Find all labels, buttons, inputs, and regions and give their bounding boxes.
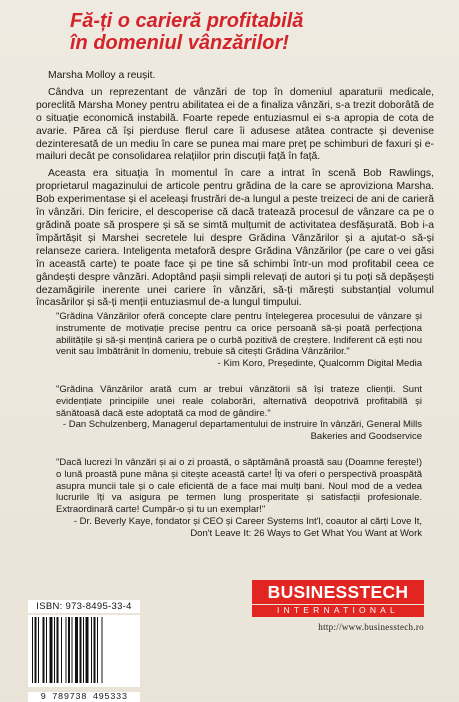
- publisher-logo: BUSINESSTECH: [252, 580, 424, 604]
- quote-text: "Grădina Vânzărilor oferă concepte clare pentru înțelegerea procesului de vânzare și instrumente de motivație precise pentru ca orice persoană să-și poată perfecționa abilitățile și să-și mențină cariera pe o curbă pozitivă de creștere. Indiferent că ești nou venit sau îmbătrânit în domeniu, trebuie să citești Grădina Vânzărilor.": [56, 311, 422, 358]
- endorsements: [56, 311, 422, 554]
- barcode-block: [28, 600, 140, 702]
- intro-paragraph: Aceasta era situația în momentul în care a intrat în scenă Bob Rawlings, proprietarul magazinului de articole pentru grădina de la care se aproviziona Marsha. Bob experimentase și el aceleași frustrări de-a lungul a peste treizeci de ani de carieră în vânzări. Din fericire, el descoperise că dacă tratează procesul de vânzare ca pe o grădină poate să prospere și să se simtă mulțumit de activitatea desfășurată. Bob i-a împărtășit și Marshei secretele lui despre Grădina Vânzărilor și a ajutat-o să-și relanseze cariera. Inteligenta metaforă despre Grădina Vânzărilor (pe care o vei găsi în această carte) te poate face și pe tine să schimbi într-un mod profitabil ceea ce gândești despre vânzări. Adoptând pașii simpli relevați de autori și tu poți să depășești dezamăgirile inerente unei cariere în vânzări, să-ți mărești substanțial volumul încasărilor și să-ți menții entuziasmul de-a lungul timpului.: [36, 168, 434, 309]
- endorsement-quote: [56, 311, 422, 370]
- barcode-number: 9 789738 495333: [28, 692, 140, 702]
- publisher-logo-subtitle: INTERNATIONAL: [252, 605, 424, 617]
- headline-line-2: în domeniul vânzărilor!: [70, 32, 289, 54]
- quote-text: "Dacă lucrezi în vânzări și ai o zi proastă, o săptămână proastă sau (Doamne ferește!) o lună proastă pune mâna și citește această carte! Îți va oferi o perspectivă proaspătă asupra muncii tale și o cale eficientă de a face mai mulți bani. Noul mod de a vedea lucrurile îți va asigura pe termen lung prosperitate și satisfacții profesionale. Extraordinară carte! Cumpăr-o și tu un exemplar!": [56, 456, 422, 516]
- intro-text: [36, 70, 434, 314]
- quote-attribution: - Dr. Beverly Kaye, fondator și CEO și Career Systems Int'l, coautor al cărți Love It, Don't Leave It: 26 Ways to Get What You Want at Work: [73, 515, 422, 539]
- isbn-label: ISBN: 973-8495-33-4: [28, 600, 140, 613]
- headline-line-1: Fă-ți o carieră profitabilă: [70, 10, 304, 32]
- quote-attribution: - Dan Schulzenberg, Managerul departamentului de instruire în vânzări, General Mills Bakeries and Goodservice: [62, 419, 422, 443]
- headline: [70, 10, 450, 54]
- intro-paragraph: Cândva un reprezentant de vânzări de top în domeniul aparaturii medicale, poreclită Marsha Money pentru abilitatea ei de a finaliza vânzări, s-a trezit doborâtă de o situație economică instabilă. Foarte repede entuziasmul ei s-a apropia de cota de avarie. Părea că își pierduse flerul care îi adusese atâtea contracte și devenise dezinteresată de un mediu în care se punea mai mare preț pe schimburi de faxuri și e-mailuri decât pe consolidarea relațiilor prin discuții față în față.: [36, 86, 434, 163]
- endorsement-quote: [56, 384, 422, 443]
- publisher-block: [252, 580, 424, 632]
- publisher-url: http://www.businesstech.ro: [318, 622, 424, 632]
- endorsement-quote: [56, 457, 422, 540]
- quote-text: "Grădina Vânzărilor arată cum ar trebui vânzătorii să își trateze clienții. Sunt evidențiate principiile unei reale colaborări, alternativă deopotrivă profitabilă și sănătoasă dacă este adoptată ca mod de gândire.": [56, 383, 422, 419]
- barcode-image: [28, 615, 140, 687]
- quote-attribution: - Kim Koro, Președinte, Qualcomm Digital Media: [217, 358, 422, 370]
- intro-paragraph: Marsha Molloy a reușit.: [48, 70, 156, 81]
